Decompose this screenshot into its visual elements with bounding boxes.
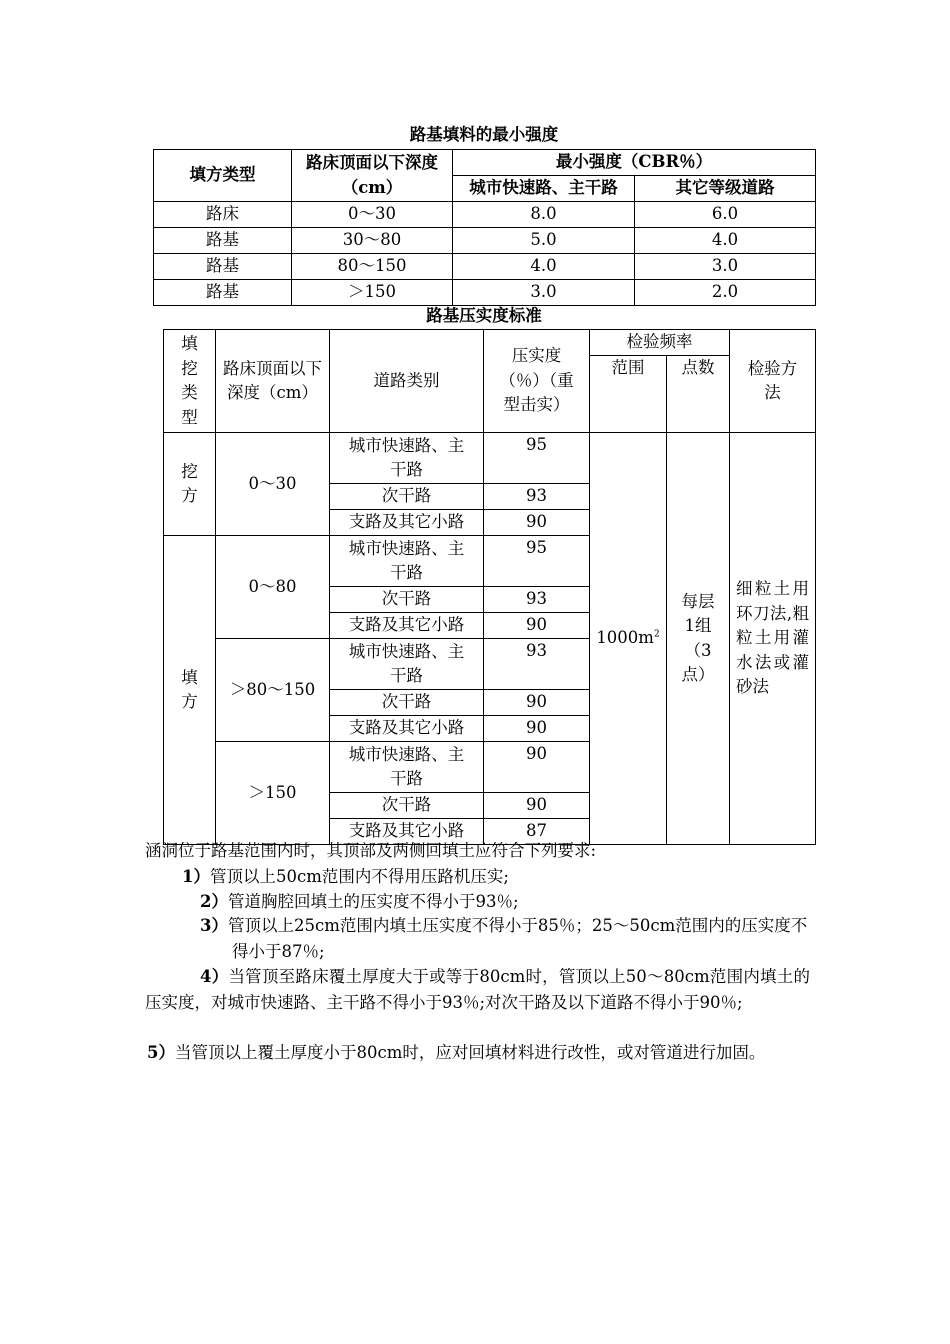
list-item xyxy=(145,964,810,1015)
header-compaction: 压实度（％）（重型击实） xyxy=(484,330,590,433)
header-depth: 路床顶面以下深度（cm） xyxy=(216,330,330,433)
list-item xyxy=(145,1040,810,1066)
cell-road-type: 支路及其它小路 xyxy=(330,510,484,536)
table1-title: 路基填料的最小强度 xyxy=(409,125,559,144)
list-item xyxy=(200,913,812,964)
cell-road-type: 次干路 xyxy=(330,587,484,613)
cell-fill-type: 路基 xyxy=(154,280,292,306)
cell-depth: 0～30 xyxy=(292,202,453,228)
cell-road-type: 城市快速路、主干路 xyxy=(330,639,484,690)
cell-points: 每层1组（3点） xyxy=(667,433,730,845)
table2-title: 路基压实度标准 xyxy=(426,306,542,325)
cell-road-type: 城市快速路、主干路 xyxy=(330,433,484,484)
cell-other: 2.0 xyxy=(635,280,816,306)
cell-depth: ＞80～150 xyxy=(216,639,330,742)
item-text: 管顶以上50cm范围内不得用压路机压实; xyxy=(209,867,509,886)
cell-fill-type: 路床 xyxy=(154,202,292,228)
range-unit-sup: 2 xyxy=(653,629,660,640)
cell-road-type: 城市快速路、主干路 xyxy=(330,536,484,587)
cell-compaction: 93 xyxy=(484,484,590,510)
cell-road-type: 城市快速路、主干路 xyxy=(330,742,484,793)
cell-depth: 0～30 xyxy=(216,433,330,536)
cell-road-type: 支路及其它小路 xyxy=(330,716,484,742)
item-number: 5） xyxy=(147,1043,175,1062)
cell-compaction: 90 xyxy=(484,742,590,793)
table-row xyxy=(154,228,816,254)
cell-depth: 30～80 xyxy=(292,228,453,254)
cell-fill: 填方 xyxy=(164,536,216,845)
header-other-roads: 其它等级道路 xyxy=(635,176,816,202)
cell-road-type: 支路及其它小路 xyxy=(330,819,484,845)
cell-cut: 挖方 xyxy=(164,433,216,536)
item-number: 2） xyxy=(200,892,228,911)
table-row xyxy=(154,254,816,280)
cell-compaction: 93 xyxy=(484,639,590,690)
cell-fill-type: 路基 xyxy=(154,254,292,280)
header-road-type: 道路类别 xyxy=(330,330,484,433)
header-frequency: 检验频率 xyxy=(590,330,730,356)
cell-other: 6.0 xyxy=(635,202,816,228)
cell-compaction: 90 xyxy=(484,793,590,819)
item-text: 管道胸腔回填土的压实度不得小于93％; xyxy=(227,892,519,911)
cell-depth: 0～80 xyxy=(216,536,330,639)
min-strength-table xyxy=(153,149,816,306)
cell-road-type: 支路及其它小路 xyxy=(330,613,484,639)
item-text: 当管顶至路床覆土厚度大于或等于80cm时，管顶以上50～80cm范围内填土的压实度，对城市快速路、主干路不得小于93％;对次干路及以下道路不得小于90％; xyxy=(145,967,810,1012)
table-row xyxy=(154,280,816,306)
cell-expressway: 3.0 xyxy=(453,280,635,306)
range-value: 1000m xyxy=(596,628,654,648)
table-row xyxy=(164,433,816,484)
header-min-strength: 最小强度（CBR％） xyxy=(453,150,816,176)
header-fill-cut-type: 填挖类型 xyxy=(164,330,216,433)
item-number: 1） xyxy=(182,867,210,886)
cell-other: 3.0 xyxy=(635,254,816,280)
cell-depth: ＞150 xyxy=(292,280,453,306)
cell-compaction: 93 xyxy=(484,587,590,613)
header-method: 检验方法 xyxy=(730,330,816,433)
list-item xyxy=(200,889,812,915)
header-expressway: 城市快速路、主干路 xyxy=(453,176,635,202)
cell-road-type: 次干路 xyxy=(330,484,484,510)
cell-depth: 80～150 xyxy=(292,254,453,280)
list-item xyxy=(182,864,812,890)
cell-compaction: 95 xyxy=(484,433,590,484)
cell-other: 4.0 xyxy=(635,228,816,254)
cell-compaction: 87 xyxy=(484,819,590,845)
cell-road-type: 次干路 xyxy=(330,793,484,819)
cell-expressway: 5.0 xyxy=(453,228,635,254)
header-range: 范围 xyxy=(590,356,667,433)
cell-expressway: 4.0 xyxy=(453,254,635,280)
item-number: 4） xyxy=(200,967,229,986)
cell-expressway: 8.0 xyxy=(453,202,635,228)
header-depth: 路床顶面以下深度（cm） xyxy=(292,150,453,202)
header-points: 点数 xyxy=(667,356,730,433)
cell-compaction: 90 xyxy=(484,690,590,716)
cell-compaction: 90 xyxy=(484,510,590,536)
item-text: 管顶以上25cm范围内填土压实度不得小于85％；25～50cm范围内的压实度不得小于87％; xyxy=(227,916,808,961)
cell-compaction: 95 xyxy=(484,536,590,587)
header-fill-type: 填方类型 xyxy=(154,150,292,202)
intro-paragraph: 涵洞位于路基范围内时，其顶部及两侧回填土应符合下列要求: xyxy=(145,841,597,860)
cell-depth: ＞150 xyxy=(216,742,330,845)
cell-compaction: 90 xyxy=(484,716,590,742)
cell-range xyxy=(590,433,667,845)
cell-compaction: 90 xyxy=(484,613,590,639)
cell-method: 细粒土用环刀法,粗粒土用灌水法或灌砂法 xyxy=(730,433,816,845)
item-number: 3） xyxy=(200,916,228,935)
cell-road-type: 次干路 xyxy=(330,690,484,716)
table-row xyxy=(154,202,816,228)
item-text: 当管顶以上覆土厚度小于80cm时，应对回填材料进行改性，或对管道进行加固。 xyxy=(174,1043,766,1062)
compaction-table xyxy=(163,329,816,845)
cell-fill-type: 路基 xyxy=(154,228,292,254)
